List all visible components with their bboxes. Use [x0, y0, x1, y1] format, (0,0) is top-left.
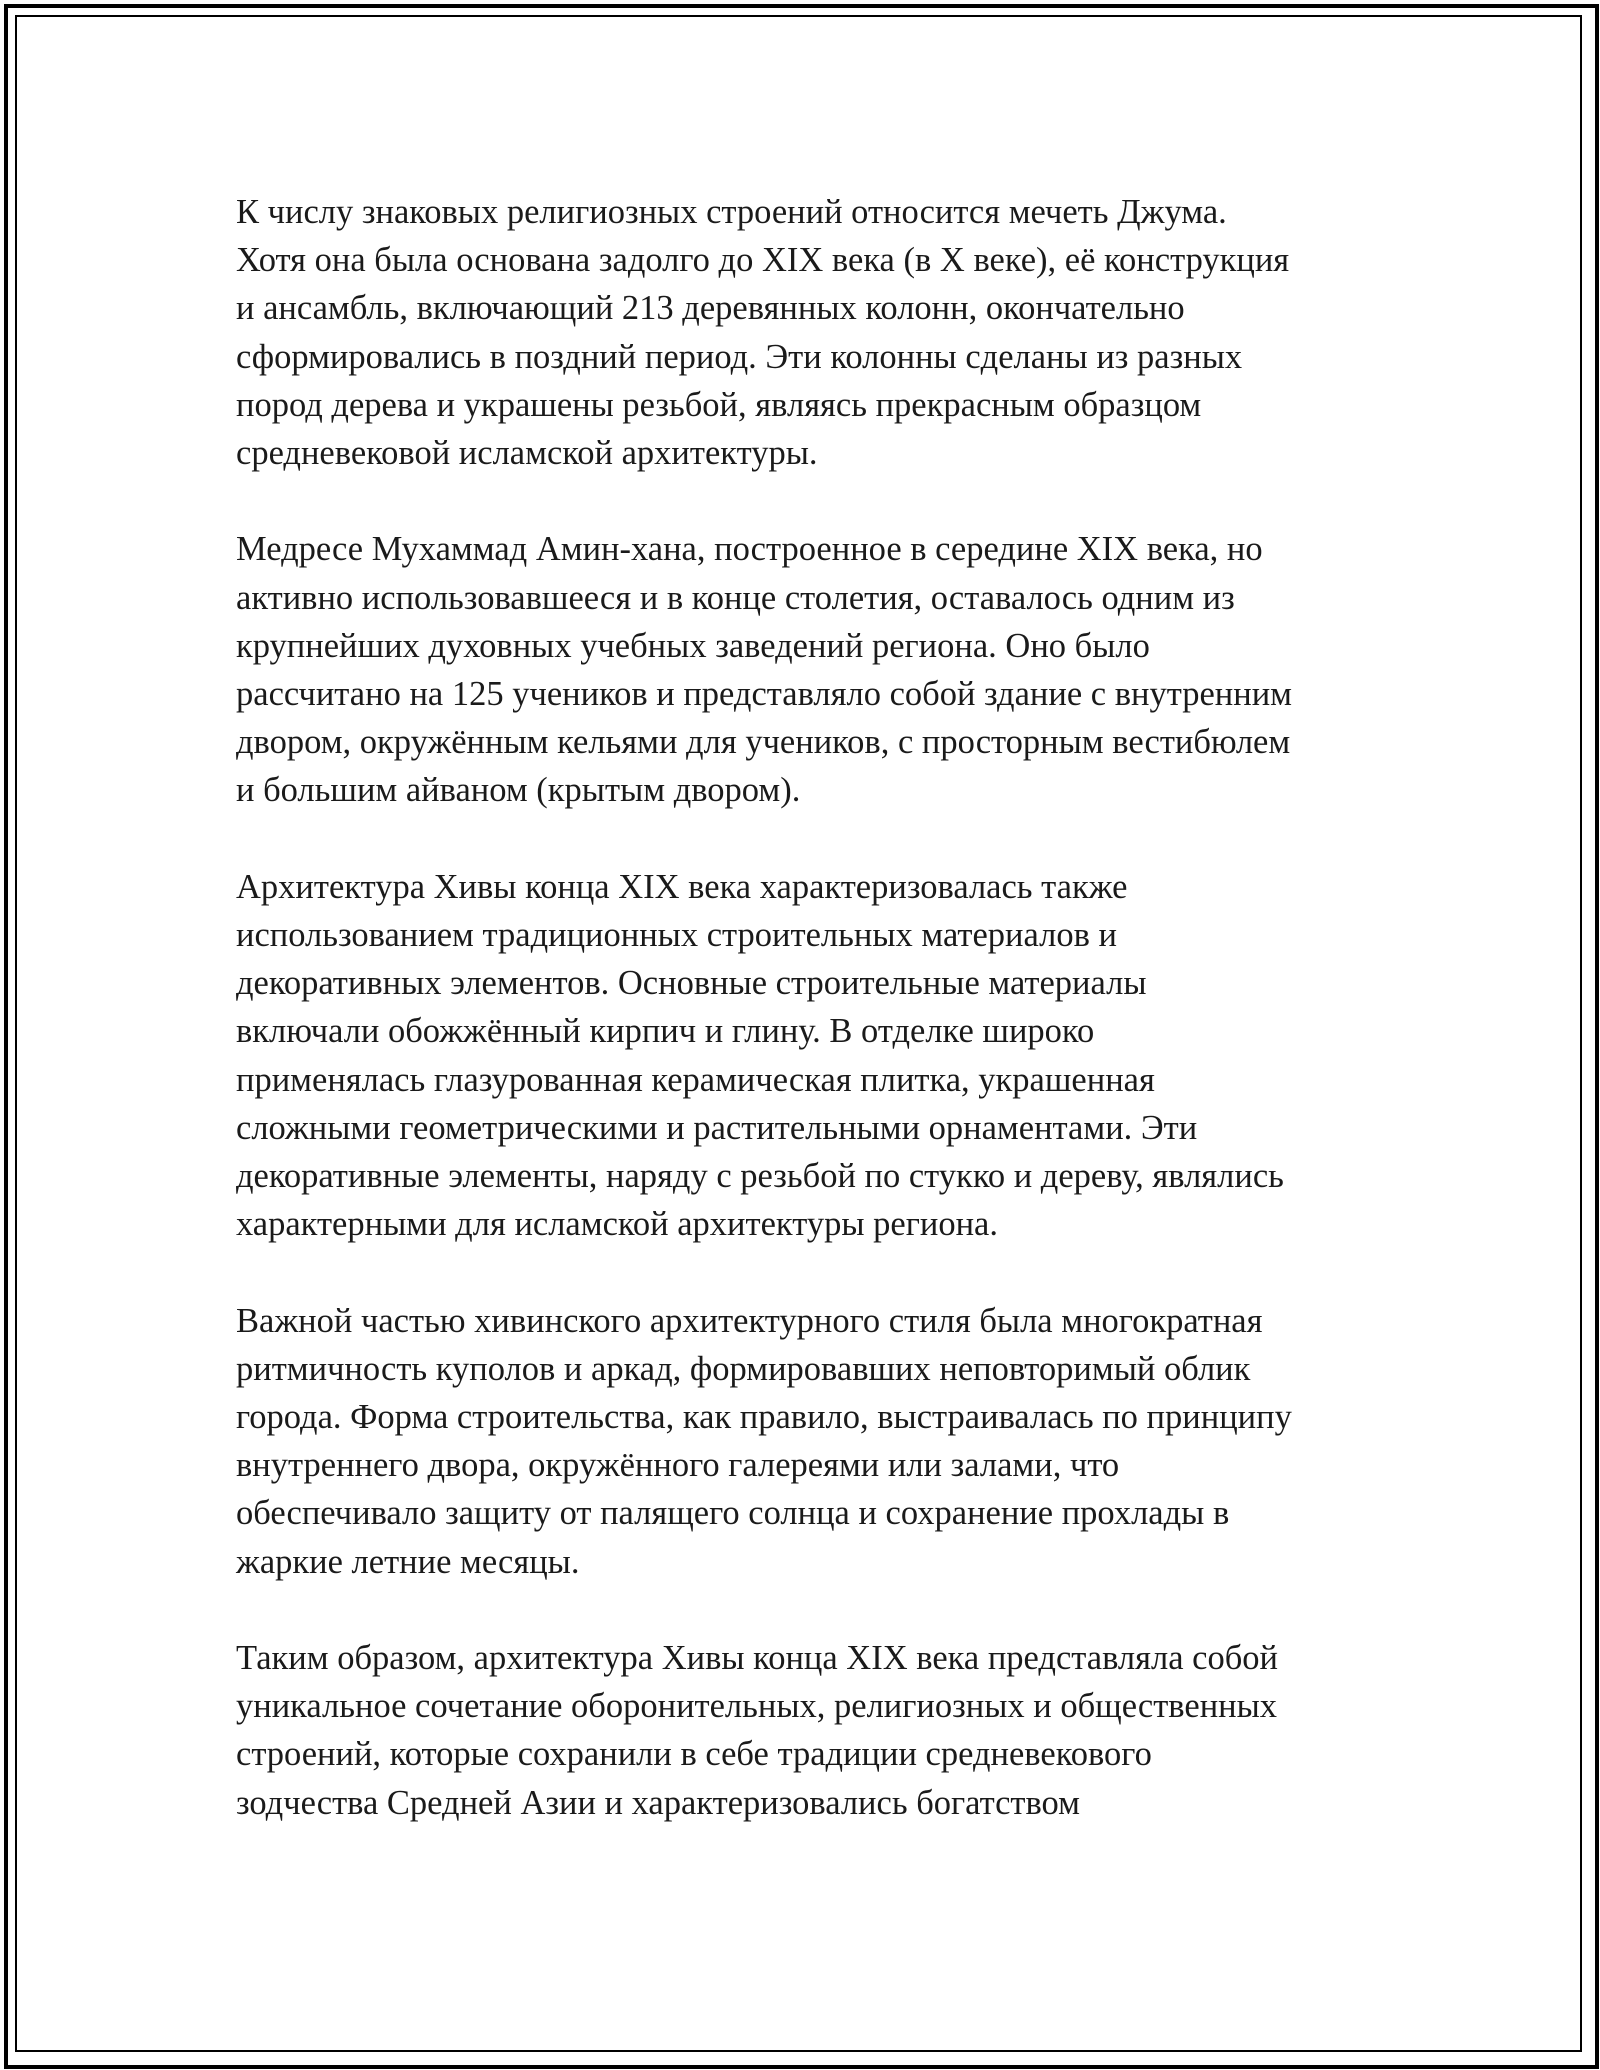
paragraph-conclusion: Таким образом, архитектура Хивы конца XIX века представляла собой уникальное сочетание оборонительных, религиозных и общественных строений, которые сохранили в себе традиции средневекового зодчества Средней Азии и характеризовались богатством	[236, 1639, 1278, 1822]
paragraph-materials: Архитектура Хивы конца XIX века характеризовалась также использованием традиционных строительных материалов и декоративных элементов. Основные строительные материалы включали обожжённый кирпич и глину. В отделке широко применялась глазурованная керамическая плитка, украшенная сложными геометрическими и растительными орнаментами. Эти декоративные элементы, наряду с резьбой по стукко и дереву, являлись характерными для исламской архитектуры региона.	[236, 867, 1284, 1244]
paragraph-style: Важной частью хивинского архитектурного стиля была многократная ритмичность куполов и аркад, формировавших неповторимый облик города. Форма строительства, как правило, выстраивалась по принципу внутреннего двора, окружённого галереями или залами, что обеспечивало защиту от палящего солнца и сохранение прохлады в жаркие летние месяцы.	[236, 1301, 1292, 1581]
paragraph-madrasa: Медресе Мухаммад Амин-хана, построенное в середине XIX века, но активно использовавшееся и в конце столетия, оставалось одним из крупнейших духовных учебных заведений региона. Оно было рассчитано на 125 учеников и представляло собой здание с внутренним двором, окружённым кельями для учеников, с просторным вестибюлем и большим айваном (крытым двором).	[236, 530, 1293, 810]
paragraph-juma-mosque: К числу знаковых религиозных строений относится мечеть Джума. Хотя она была основана задолго до XIX века (в X веке), её конструкция и ансамбль, включающий 213 деревянных колонн, окончательно сформировались в поздний период. Эти колонны сделаны из разных пород дерева и украшены резьбой, являясь прекрасным образцом средневековой исламской архитектуры.	[236, 193, 1290, 473]
document-body	[236, 188, 1376, 1875]
